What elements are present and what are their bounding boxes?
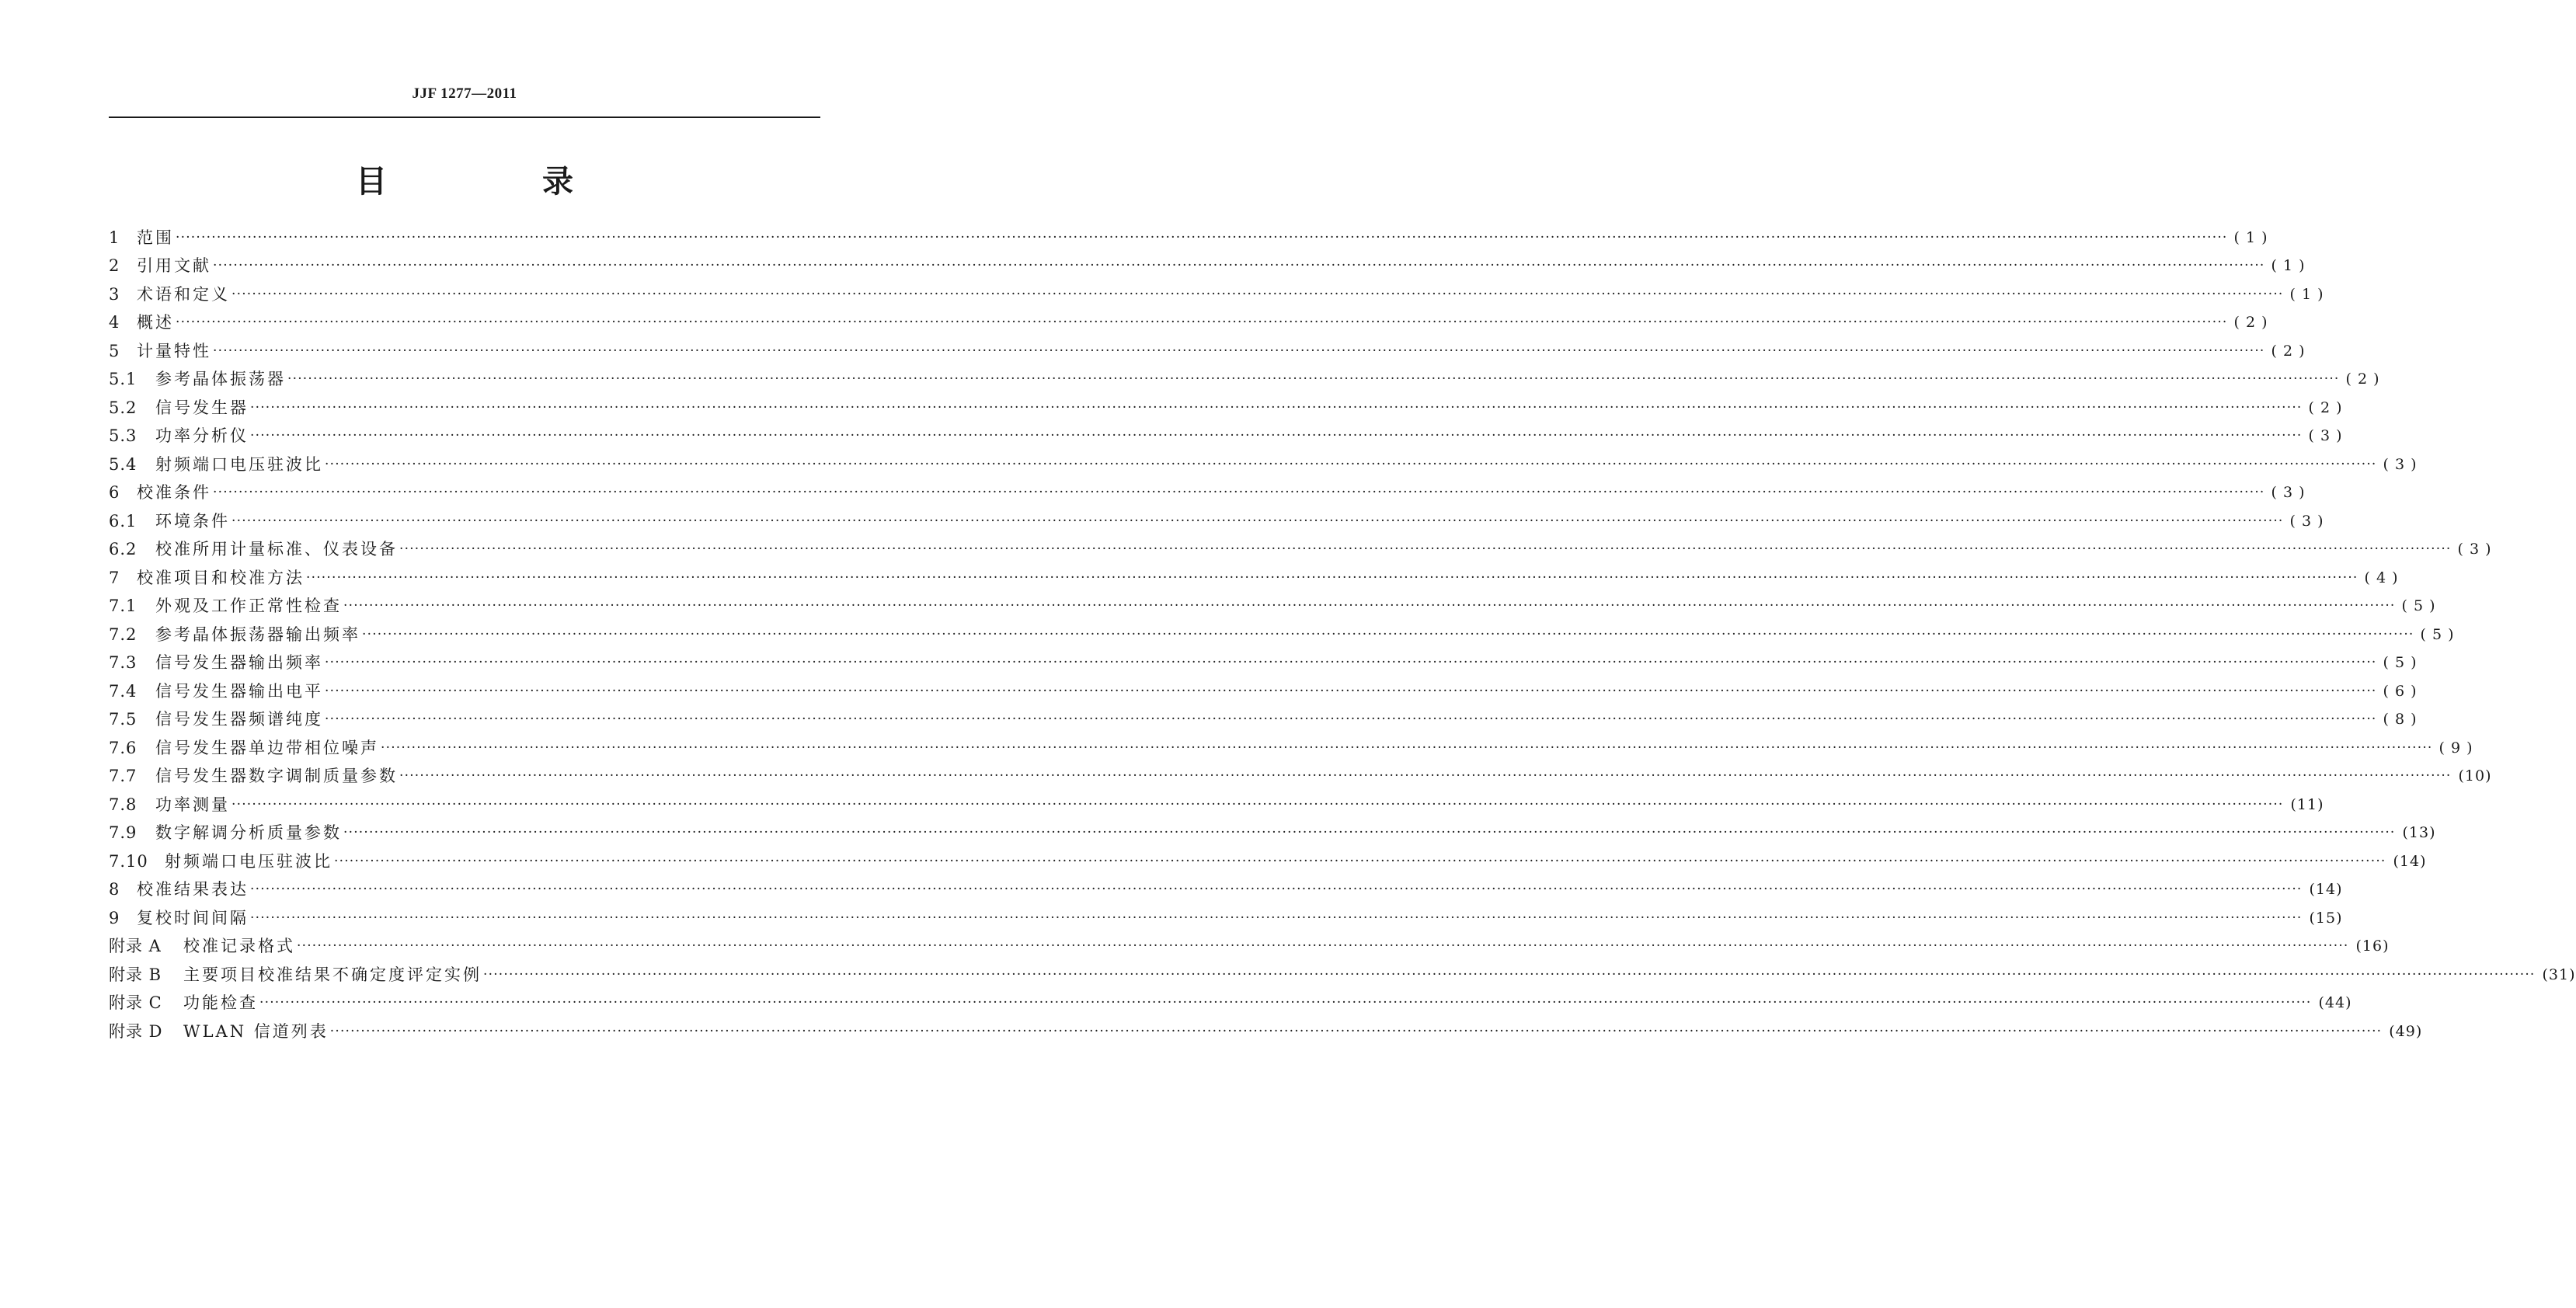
page-title: 目 录 [356, 164, 635, 200]
toc-entry-number: 7.8 [109, 795, 138, 814]
toc-entry-number: 7.4 [109, 681, 138, 701]
toc-entry-page: ( 3 ) [2457, 541, 2492, 558]
toc-entry-page: ( 3 ) [2308, 427, 2343, 445]
toc-entry-page: ( 2 ) [2345, 370, 2380, 388]
toc-entry[interactable] [109, 649, 2418, 678]
toc-entry-label: 校准项目和校准方法 [137, 568, 305, 587]
toc-entry-page: ( 2 ) [2308, 398, 2343, 416]
toc-entry[interactable] [109, 423, 2343, 451]
toc-entry-label: 参考晶体振荡器 [155, 370, 286, 389]
toc-entry-label: 信号发生器输出频率 [155, 653, 323, 673]
toc-entry-number: 7.1 [109, 597, 138, 616]
toc-entry-number: 3 [109, 284, 120, 304]
toc-entry-page: ( 9 ) [2438, 739, 2473, 757]
toc-entry-number: 5 [109, 341, 120, 360]
toc-entry[interactable] [109, 366, 2380, 395]
toc-entry-label: 外观及工作正常性检查 [155, 597, 342, 616]
toc-entry-label: 功能检查 [183, 993, 258, 1013]
toc-entry-page: ( 2 ) [2233, 314, 2268, 332]
toc-dot-leader: ················································································································································································································································································································································································································ [329, 1023, 2383, 1039]
toc-entry[interactable] [109, 677, 2418, 706]
toc-dot-leader: ················································································································································································································································································································································································································ [483, 966, 2536, 983]
toc-entry-number: 7.7 [109, 767, 138, 786]
toc-entry[interactable] [109, 791, 2324, 819]
toc-entry[interactable] [109, 252, 2306, 281]
toc-entry[interactable] [109, 933, 2390, 962]
toc-entry-page: ( 1 ) [2289, 285, 2324, 303]
toc-entry[interactable] [109, 876, 2343, 905]
toc-entry-page: (44) [2318, 994, 2352, 1012]
toc-entry-label: 主要项目校准结果不确定度评定实例 [183, 965, 482, 984]
toc-entry[interactable] [109, 706, 2418, 735]
toc-dot-leader: ················································································································································································································································································································································································································ [306, 569, 2358, 586]
toc-entry-number: 附录 C [109, 993, 162, 1013]
toc-entry-label: 信号发生器单边带相位噪声 [155, 738, 379, 757]
toc-entry-number: 5.3 [109, 426, 138, 446]
toc-entry-label: 数字解调分析质量参数 [155, 823, 342, 843]
toc-entry-label: 范围 [137, 228, 174, 247]
toc-entry-label: 计量特性 [137, 341, 211, 360]
toc-entry-page: ( 3 ) [2383, 455, 2418, 473]
toc-entry[interactable] [109, 479, 2306, 508]
toc-entry-label: 信号发生器 [155, 398, 249, 417]
toc-entry-number: 6.2 [109, 540, 138, 559]
toc-entry-number: 5.2 [109, 398, 138, 417]
toc-dot-leader: ················································································································································································································································································································································································································ [176, 315, 2228, 331]
toc-entry-page: (49) [2389, 1022, 2423, 1040]
toc-dot-leader: ················································································································································································································································································································································································································ [259, 995, 2312, 1011]
toc-dot-leader: ················································································································································································································································································································································································································ [325, 711, 2377, 728]
toc-dot-leader: ················································································································································································································································································································································································································ [362, 626, 2414, 642]
toc-dot-leader: ················································································································································································································································································································································································································ [213, 258, 2265, 274]
toc-entry-label: 环境条件 [155, 511, 230, 531]
toc-entry-label: 校准所用计量标准、仪表设备 [155, 540, 398, 559]
toc-entry-page: ( 1 ) [2233, 228, 2268, 246]
toc-entry-label: 射频端口电压驻波比 [165, 851, 332, 871]
toc-entry-number: 7.3 [109, 653, 138, 673]
toc-dot-leader: ················································································································································································································································································································································································································ [250, 399, 2303, 416]
toc-dot-leader: ················································································································································································································································································································································································································ [343, 598, 2396, 614]
toc-dot-leader: ················································································································································································································································································································································································································ [176, 229, 2228, 245]
toc-entry-number: 4 [109, 313, 120, 332]
toc-dot-leader: ················································································································································································································································································································································································································ [297, 938, 2349, 955]
toc-entry[interactable] [109, 507, 2324, 536]
toc-entry-page: ( 2 ) [2271, 342, 2306, 360]
toc-entry-number: 8 [109, 880, 120, 899]
toc-entry-page: (14) [2393, 852, 2427, 870]
toc-entry-label: 概述 [137, 313, 174, 332]
toc-entry-number: 7.6 [109, 738, 138, 757]
toc-dot-leader: ················································································································································································································································································································································································································ [250, 428, 2303, 444]
toc-dot-leader: ················································································································································································································································································································································································································ [287, 371, 2340, 388]
toc-dot-leader: ················································································································································································································································································································································································································ [343, 825, 2396, 841]
toc-entry-page: (31) [2542, 965, 2576, 983]
toc-entry-number: 7.2 [109, 624, 138, 644]
toc-entry-number: 附录 B [109, 965, 162, 984]
toc-entry-label: 射频端口电压驻波比 [155, 454, 323, 474]
toc-entry-number: 6.1 [109, 511, 138, 531]
toc-dot-leader: ················································································································································································································································································································································································································ [325, 655, 2377, 671]
toc-entry-page: ( 8 ) [2383, 711, 2418, 729]
toc-entry-page: (14) [2309, 881, 2343, 899]
toc-entry-number: 1 [109, 228, 120, 247]
toc-entry-page: ( 6 ) [2383, 682, 2418, 700]
toc-dot-leader: ················································································································································································································································································································································································································ [231, 286, 2284, 302]
toc-entry-label: 校准记录格式 [183, 937, 295, 956]
toc-entry-label: 信号发生器频谱纯度 [155, 710, 323, 729]
toc-entry-number: 5.4 [109, 454, 138, 474]
toc-dot-leader: ················································································································································································································································································································································································································ [325, 683, 2377, 699]
toc-entry-page: (11) [2290, 795, 2324, 813]
toc-entry-number: 附录 A [109, 937, 162, 956]
toc-entry-label: 功率分析仪 [155, 426, 249, 446]
toc-entry-number: 9 [109, 908, 120, 927]
toc-dot-leader: ················································································································································································································································································································································································································ [231, 796, 2284, 812]
toc-entry-label: 信号发生器数字调制质量参数 [155, 767, 398, 786]
toc-entry[interactable] [109, 1018, 2423, 1046]
toc-entry[interactable] [109, 990, 2352, 1018]
toc-entry-page: ( 1 ) [2271, 257, 2306, 275]
toc-entry-page: ( 5 ) [2401, 597, 2436, 615]
toc-entry[interactable] [109, 309, 2268, 338]
toc-entry-label: 功率测量 [155, 795, 230, 814]
toc-entry[interactable] [109, 593, 2436, 621]
toc-entry-number: 7.10 [109, 851, 148, 871]
toc-entry-number: 7.9 [109, 823, 138, 843]
toc-entry-label: 信号发生器输出电平 [155, 681, 323, 701]
toc-entry-number: 6 [109, 483, 120, 503]
toc-entry-number: 附录 D [109, 1021, 163, 1041]
toc-dot-leader: ················································································································································································································································································································································································································ [250, 882, 2303, 898]
table-of-contents [109, 224, 2576, 1046]
toc-entry-label: 校准条件 [137, 483, 211, 503]
toc-entry-number: 7 [109, 568, 120, 587]
toc-entry[interactable] [109, 224, 2268, 252]
toc-entry-page: ( 5 ) [2383, 654, 2418, 672]
toc-entry-label: WLAN 信道列表 [183, 1021, 329, 1041]
toc-entry-number: 7.5 [109, 710, 138, 729]
toc-entry-label: 复校时间间隔 [137, 908, 249, 927]
toc-dot-leader: ················································································································································································································································································································································································································ [399, 768, 2452, 784]
toc-entry[interactable] [109, 734, 2473, 763]
toc-entry[interactable] [109, 394, 2343, 423]
toc-dot-leader: ················································································································································································································································································································································································································ [213, 343, 2265, 359]
toc-entry-page: (16) [2355, 938, 2390, 955]
toc-entry-number: 5.1 [109, 370, 138, 389]
toc-entry[interactable] [109, 337, 2306, 366]
toc-entry-label: 术语和定义 [137, 284, 230, 304]
toc-entry-page: (10) [2458, 767, 2492, 785]
toc-dot-leader: ················································································································································································································································································································································································································ [381, 739, 2433, 756]
toc-entry[interactable] [109, 536, 2492, 565]
document-code-header: JJF 1277—2011 [412, 85, 517, 102]
header-rule [109, 117, 820, 118]
toc-entry-page: (15) [2309, 909, 2343, 927]
toc-dot-leader: ················································································································································································································································································································································································································ [250, 910, 2303, 926]
toc-entry[interactable] [109, 564, 2399, 593]
toc-entry-number: 2 [109, 256, 120, 276]
toc-entry[interactable] [109, 904, 2343, 933]
toc-entry[interactable] [109, 280, 2324, 309]
toc-entry-page: ( 3 ) [2289, 512, 2324, 530]
toc-entry-page: ( 4 ) [2364, 569, 2399, 586]
toc-entry-page: ( 3 ) [2271, 484, 2306, 502]
toc-entry-page: ( 5 ) [2420, 625, 2455, 643]
toc-entry-label: 参考晶体振荡器输出频率 [155, 624, 360, 644]
toc-entry[interactable] [109, 763, 2492, 791]
toc-dot-leader: ················································································································································································································································································································································································································ [213, 485, 2265, 501]
toc-entry-label: 引用文献 [137, 256, 211, 276]
toc-entry[interactable] [109, 450, 2418, 479]
toc-entry[interactable] [109, 819, 2436, 848]
toc-dot-leader: ················································································································································································································································································································································································································ [231, 513, 2284, 529]
toc-entry[interactable] [109, 847, 2427, 876]
toc-entry[interactable] [109, 961, 2576, 990]
toc-entry[interactable] [109, 621, 2455, 649]
toc-entry-page: (13) [2402, 824, 2436, 842]
toc-dot-leader: ················································································································································································································································································································································································································ [334, 853, 2386, 869]
toc-entry-label: 校准结果表达 [137, 880, 249, 899]
toc-dot-leader: ················································································································································································································································································································································································································ [325, 456, 2377, 472]
toc-dot-leader: ················································································································································································································································································································································································································ [399, 541, 2452, 558]
